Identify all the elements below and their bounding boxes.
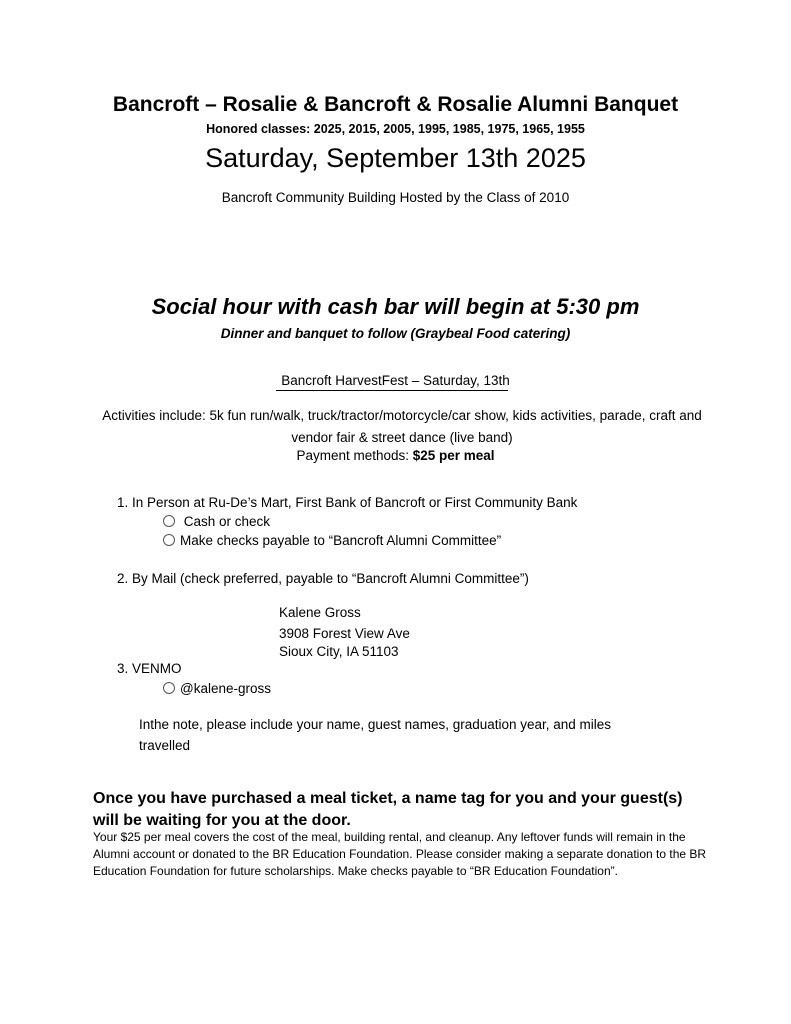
dinner-subheading: Dinner and banquet to follow (Graybeal Food catering)	[220, 326, 571, 341]
venmo-handle: @kalene-gross	[180, 681, 271, 696]
payment-methods-line	[0, 448, 791, 463]
venmo-method: 3. VENMO	[117, 661, 182, 676]
closing-headline: Once you have purchased a meal ticket, a name tag for you and your guest(s) will be waiting for you at the door.	[93, 790, 683, 829]
closing-fine-print: Your $25 per meal covers the cost of the meal, building rental, and cleanup. Any leftover funds will remain in the Alumni account or donated to the BR Education Foundation. Please consider making a separate donation to the BR Education Foundation for future scholarships. Make checks payable to “BR Education Foundation”.	[93, 830, 707, 878]
option-label: Make checks payable to “Bancroft Alumni Committee”	[180, 533, 502, 548]
radio-circle-icon	[163, 534, 175, 546]
honored-classes: Honored classes: 2025, 2015, 2005, 1995, 1985, 1975, 1965, 1955	[206, 122, 585, 136]
in-person-method: 1. In Person at Ru-De’s Mart, First Bank of Bancroft or First Community Bank	[117, 495, 578, 510]
venmo-option	[163, 681, 271, 696]
payment-price: $25 per meal	[412, 448, 495, 463]
social-hour-heading: Social hour with cash bar will begin at 5:30 pm	[151, 294, 640, 319]
mail-method: 2. By Mail (check preferred, payable to “Bancroft Alumni Committee”)	[117, 571, 529, 586]
harvestfest-line: Bancroft HarvestFest – Saturday, 13th	[281, 373, 510, 388]
radio-circle-icon	[163, 682, 175, 694]
in-person-option-cash	[163, 514, 270, 529]
event-date: Saturday, September 13th 2025	[205, 143, 586, 173]
option-label: Cash or check	[180, 514, 271, 529]
mail-city: Sioux City, IA 51103	[279, 644, 399, 659]
activities-text: Activities include: 5k fun run/walk, truck/tractor/motorcycle/car show, kids activities, parade, craft and vendor fair & street dance (live band)	[102, 408, 702, 445]
radio-circle-icon	[163, 515, 175, 527]
payment-label: Payment methods:	[296, 448, 413, 463]
venmo-note: Inthe note, please include your name, guest names, graduation year, and miles travelled	[139, 717, 612, 753]
harvestfest-underline	[276, 390, 508, 391]
mail-name: Kalene Gross	[279, 605, 361, 620]
venue-line: Bancroft Community Building Hosted by the Class of 2010	[221, 190, 570, 205]
in-person-option-payable	[163, 533, 501, 548]
page-title: Bancroft – Rosalie & Bancroft & Rosalie Alumni Banquet	[112, 93, 679, 116]
mail-street: 3908 Forest View Ave	[279, 626, 410, 641]
